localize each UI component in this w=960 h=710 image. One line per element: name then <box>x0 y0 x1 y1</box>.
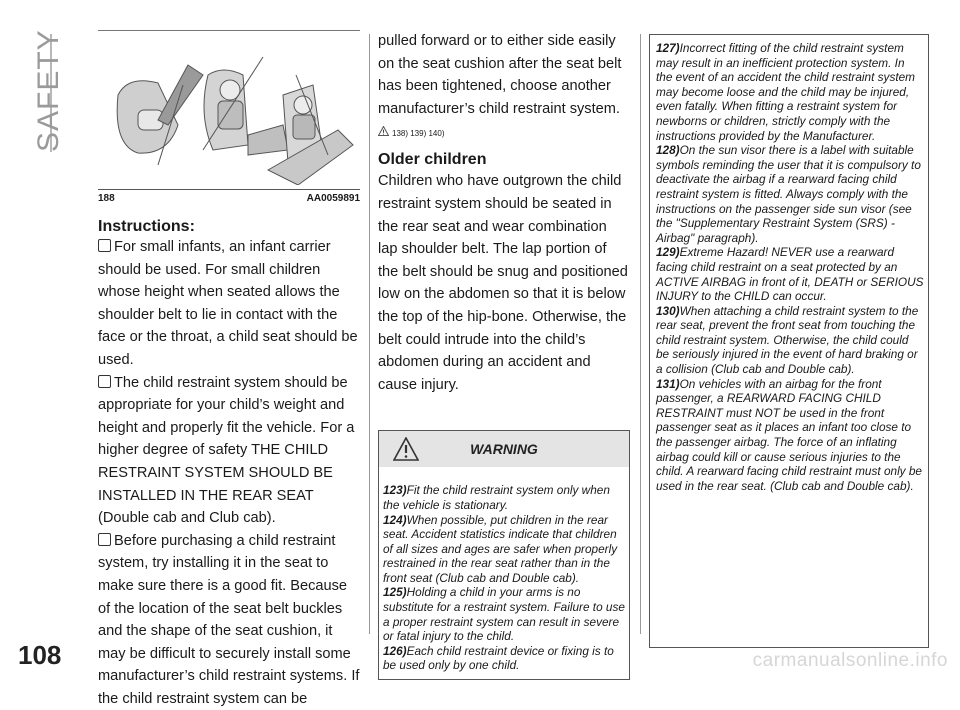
warning-item <box>383 483 625 512</box>
note-text: On the sun visor there is a label with suitable symbols reminding the user that it is compulsory to deactivate the airbag if a rearward facing child restraint system is fitted. Always comply with the instructions on the passenger side sun visor (see the "Supplementary Restraint System (SRS) - Airbag" paragraph). <box>656 143 921 245</box>
figure-code: AA0059891 <box>306 193 360 204</box>
page-number: 108 <box>18 640 62 670</box>
warning-item <box>383 585 625 643</box>
note-number: 130) <box>656 303 680 318</box>
note-item <box>656 41 924 143</box>
reference-numbers: 138) 139) 140) <box>392 129 445 139</box>
continuation-text: pulled forward or to either side easily on the seat cushion after the seat belt has been tightened, choose another manufacturer’s child restraint system. <box>378 33 622 117</box>
column-3-notes-box <box>649 34 929 648</box>
warning-body <box>379 467 629 679</box>
instructions-title: Instructions: <box>98 218 195 235</box>
note-number: 127) <box>656 41 680 55</box>
older-children-title: Older children <box>378 151 487 169</box>
warning-number: 123) <box>383 483 407 498</box>
note-number: 129) <box>656 245 680 260</box>
note-number: 131) <box>656 376 680 391</box>
column-divider <box>369 34 370 634</box>
checkbox-bullet-icon <box>98 375 111 388</box>
note-item <box>656 304 924 377</box>
instruction-text: Before purchasing a child restraint system, try installing it in the seat to make sure there is a good fit. Because of the location of the seat belt buckles and the shape of the seat cushion, it may be difficult to securely install some manufacturer’s child restraint systems. If the child restraint system can be <box>98 532 360 707</box>
instruction-bullet <box>98 372 360 530</box>
warning-text: When possible, put children in the rear seat. Accident statistics indicate that children of all sizes and ages are safer when properly restrained in the rear seat rather than in the front seat (Club cab and Double cab). <box>383 512 618 585</box>
column-2 <box>378 30 630 680</box>
older-children-text: Children who have outgrown the child restraint system should be seated in the rear seat and wear combination lap shoulder belt. The lap portion of the belt should be snug and positioned low on the abdomen so that it is below the top of the hip-bone. Otherwise, the belt could intrude into the child’s abdomen during an accident and cause injury. <box>378 173 628 393</box>
instruction-text: The child restraint system should be appropriate for your child’s weight and height and properly fit the vehicle. For a higher degree of safety THE CHILD RESTRAINT SYSTEM SHOULD BE INSTALLED IN THE REAR SEAT (Double cab and Club cab). <box>98 374 355 527</box>
warning-label: WARNING <box>470 441 538 458</box>
checkbox-bullet-icon <box>98 533 111 546</box>
warning-triangle-icon <box>378 126 389 136</box>
section-label: SAFETY <box>32 29 65 152</box>
warning-item <box>383 513 625 586</box>
note-number: 128) <box>656 143 680 158</box>
instruction-bullet <box>98 236 360 372</box>
note-item <box>656 143 924 245</box>
warning-number: 126) <box>383 643 407 658</box>
warning-text: Fit the child restraint system only when the vehicle is stationary. <box>383 483 610 512</box>
column-divider <box>640 34 641 634</box>
child-seat-drawing <box>98 35 360 185</box>
note-text: On vehicles with an airbag for the front passenger, a REARWARD FACING CHILD RESTRAINT must NOT be used in the front passenger seat as it places an infant too close to the passenger airbag. The force of an inflating airbag could kill or cause serious injuries to the child. A rearward facing child restraint must only be used in the rear seat. (Club cab and Double cab). <box>656 376 922 493</box>
instruction-text: For small infants, an infant carrier should be used. For small children whose height when seated allows the shoulder belt to lie in contact with the face or the throat, a child seat should be used. <box>98 239 358 368</box>
column-1 <box>98 30 360 710</box>
note-text: When attaching a child restraint system to the rear seat, prevent the front seat from touching the child restraint system. Otherwise, the child could be seriously injured in the event of hard braking or a collision (Club cab and Double cab). <box>656 303 919 377</box>
instruction-bullet <box>98 530 360 710</box>
section-tab <box>14 29 88 152</box>
child-seat-illustration <box>98 30 360 189</box>
note-item <box>656 377 924 494</box>
note-text: Incorrect fitting of the child restraint system may result in an inefficient protection system. In the event of an accident the child restraint system may become loose and the child may be injured, even fatally. When fitting a restraint system for newborns or children, strictly comply with the instructions provided by the Manufacturer. <box>656 41 916 143</box>
warning-text: Each child restraint device or fixing is to be used only by one child. <box>383 643 614 673</box>
note-text: Extreme Hazard! NEVER use a rearward facing child restraint on a seat protected by an ACTIVE AIRBAG in front of it, DEATH or SERIOUS INJURY to the CHILD can occur. <box>656 245 924 304</box>
warning-references <box>378 126 630 138</box>
watermark: carmanualsonline.info <box>752 650 948 671</box>
warning-header <box>379 431 629 467</box>
warning-number: 125) <box>383 585 407 600</box>
warning-item <box>383 644 625 673</box>
warning-text: Holding a child in your arms is no substitute for a restraint system. Failure to use a proper restraint system can result in severe or fatal injury to the child. <box>383 585 625 644</box>
figure-caption <box>98 189 360 204</box>
figure-number: 188 <box>98 193 115 204</box>
warning-box <box>378 430 630 680</box>
note-item <box>656 245 924 303</box>
checkbox-bullet-icon <box>98 239 111 252</box>
warning-number: 124) <box>383 512 407 527</box>
